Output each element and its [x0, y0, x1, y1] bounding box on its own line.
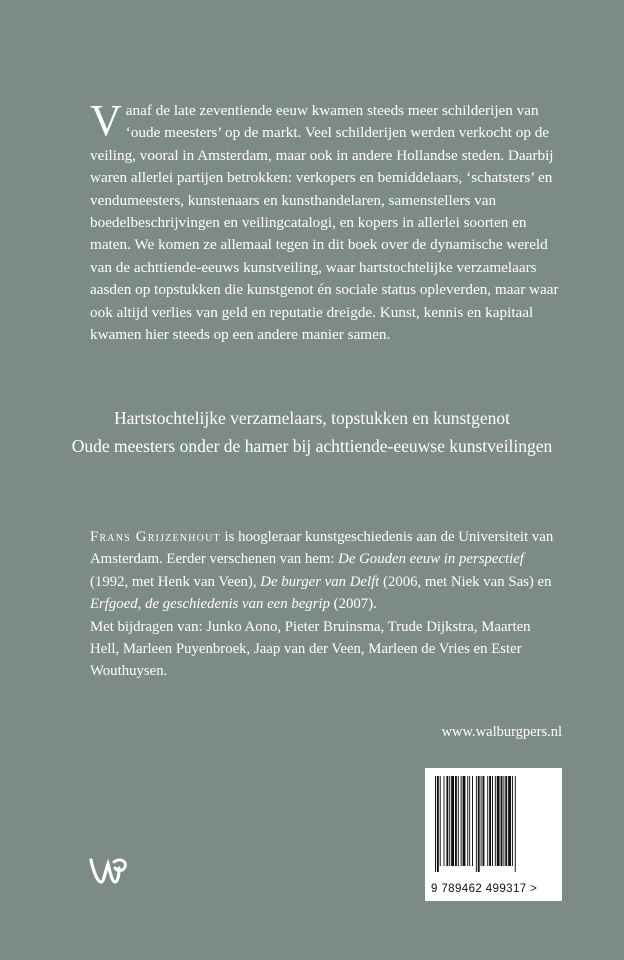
- book-title-3: Erfgoed, de geschiedenis van een begrip: [90, 596, 330, 613]
- bio-mid-1: (1992, met Henk van Veen),: [90, 573, 261, 590]
- author-bio: [90, 526, 560, 683]
- drop-cap-initial: V: [90, 96, 122, 145]
- book-title-1: De Gouden eeuw in perspectief: [338, 551, 524, 568]
- back-cover-blurb: [90, 96, 560, 346]
- publisher-url[interactable]: www.walburgpers.nl: [441, 724, 562, 740]
- subtitle-line-1: Hartstochtelijke verzamelaars, topstukken en kunstgenot: [113, 408, 511, 428]
- author-name: Frans Grijzenhout: [90, 529, 221, 545]
- subtitle-line-2: Oude meesters onder de hamer bij achttiende-eeuwse kunstveilingen: [71, 436, 553, 456]
- bio-intro: is hoogleraar kunstgeschiedenis aan de Universiteit van Amsterdam. Eerder verschenen van hem:: [90, 529, 554, 568]
- isbn-barcode: [425, 768, 562, 901]
- bio-mid-2: (2006, met Niek van Sas) en: [379, 573, 552, 590]
- subtitle-block: [60, 404, 564, 460]
- book-title-2: De burger van Delft: [260, 573, 380, 590]
- contributors-paragraph: Met bijdragen van: Junko Aono, Pieter Bruinsma, Trude Dijkstra, Maarten Hell, Marleen Puyenbroek, Jaap van der Veen, Marleen de Vries en Ester Wouthuysen.: [90, 618, 531, 680]
- author-bio-paragraph: [90, 526, 560, 616]
- bio-end: (2007).: [329, 596, 377, 613]
- barcode-bars: [433, 776, 554, 874]
- blurb-text: anaf de late zeventiende eeuw kwamen steeds meer schilderijen van ‘oude meesters’ op de markt. Veel schilderijen werden verkocht op de veiling, vooral in Amsterdam, maar ook in andere Hollandse steden. Daarbij waren allerlei partijen betrokken: verkopers en bemiddelaars, ‘schatsters’ en vendumeesters, kunstenaars en kunsthandelaren, samenstellers van boedelbeschrijvingen en veilingcatalogi, en kopers in allerlei soorten en maten. We komen ze allemaal tegen in dit boek over de dynamische wereld van de achttiende-eeuws kunstveiling, waar hartstochtelijke verzamelaars aasden op topstukken die kunstgenot én sociale status opleverden, maar waar ook altijd verlies van geld en reputatie dreigde. Kunst, kennis en kapitaal kwamen hier steeds op een andere manier samen.: [90, 102, 559, 344]
- isbn-digits: 9 789462 499317 >: [431, 883, 538, 895]
- wp-logo-icon: [88, 850, 128, 890]
